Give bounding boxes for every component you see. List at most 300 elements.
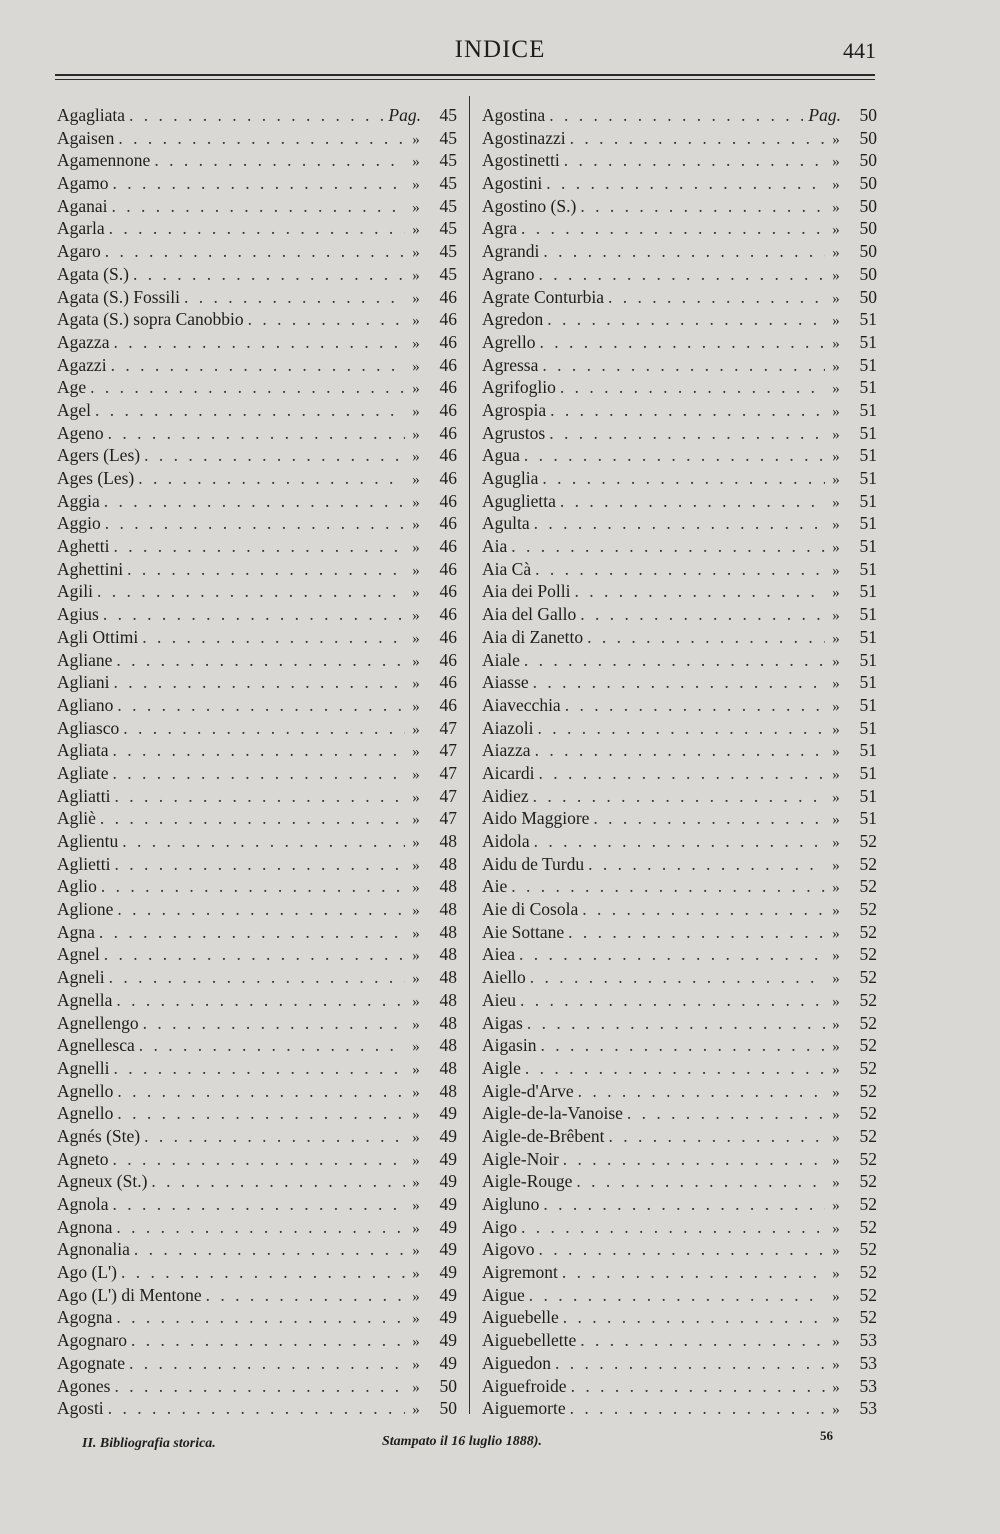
entry-name: Aiazza: [482, 740, 531, 761]
entry-name: Aigremont: [482, 1262, 558, 1283]
ditto-mark: »: [412, 721, 420, 738]
entry-name: Agostinetti: [482, 150, 560, 171]
ditto-mark: »: [412, 199, 420, 216]
index-entry: [57, 762, 457, 785]
entry-name: Agamennone: [57, 150, 151, 171]
index-entry: [57, 603, 457, 626]
entry-name: Ago (L') di Mentone: [57, 1284, 202, 1305]
entry-name: Aiea: [482, 944, 516, 965]
entry-name: Agazza: [57, 331, 110, 352]
entry-page: 50: [859, 195, 877, 216]
entry-page: 45: [439, 173, 457, 194]
ditto-mark: »: [412, 358, 420, 375]
dot-leader: [534, 762, 825, 785]
entry-page: 47: [439, 717, 457, 738]
dot-leader: [134, 467, 405, 490]
entry-name: Agredon: [482, 309, 544, 330]
dot-leader: [534, 263, 825, 286]
dot-leader: [534, 717, 825, 740]
entry-name: Aglione: [57, 899, 114, 920]
ditto-mark: »: [412, 131, 420, 148]
entry-page: 51: [859, 490, 877, 511]
dot-leader: [110, 853, 405, 876]
ditto-mark: »: [832, 993, 840, 1010]
ditto-mark: »: [412, 1016, 420, 1033]
entry-name: Aiasse: [482, 672, 529, 693]
dot-leader: [525, 1284, 825, 1307]
dot-leader: [516, 989, 825, 1012]
entry-name: Aia del Gallo: [482, 604, 577, 625]
ditto-mark: »: [832, 744, 840, 761]
entry-page: 51: [859, 377, 877, 398]
dot-leader: [109, 172, 405, 195]
entry-page: 46: [439, 536, 457, 557]
ditto-mark: »: [832, 245, 840, 262]
index-entry: [57, 717, 457, 740]
entry-name: Age: [57, 377, 87, 398]
entry-name: Aiale: [482, 649, 520, 670]
index-entry: [482, 104, 877, 127]
index-entry: [57, 263, 457, 286]
dot-leader: [556, 376, 825, 399]
dot-leader: [109, 739, 405, 762]
entry-name: Aglio: [57, 876, 97, 897]
entry-name: Agressa: [482, 354, 539, 375]
entry-name: Agognate: [57, 1352, 126, 1373]
entry-name: Aie: [482, 876, 508, 897]
index-entry: [482, 1261, 877, 1284]
entry-name: Aigluno: [482, 1194, 540, 1214]
entry-name: Aie di Cosola: [482, 899, 579, 920]
entry-name: Aguglietta: [482, 490, 556, 511]
ditto-mark: »: [412, 540, 420, 557]
entry-page: 46: [439, 354, 457, 375]
ditto-mark: »: [832, 381, 840, 398]
header-rule: [55, 74, 875, 76]
index-entry: [57, 195, 457, 218]
entry-name: Aigle: [482, 1057, 521, 1078]
dot-leader: [105, 966, 405, 989]
entry-page: 46: [439, 309, 457, 330]
dot-leader: [566, 1397, 825, 1420]
index-entry: [57, 898, 457, 921]
index-entry: [482, 580, 877, 603]
ditto-mark: »: [832, 1266, 840, 1283]
dot-leader: [529, 785, 825, 808]
entry-page: 46: [439, 604, 457, 625]
dot-leader: [112, 1306, 405, 1329]
entry-name: Agrano: [482, 263, 535, 284]
ditto-mark: »: [832, 222, 840, 239]
entry-page: 48: [439, 967, 457, 988]
ditto-mark: »: [832, 1198, 840, 1214]
entry-page: 46: [439, 377, 457, 398]
index-entry: [57, 354, 457, 377]
entry-page: 52: [859, 1194, 877, 1214]
dot-leader: [576, 1329, 825, 1352]
index-entry: [482, 1125, 877, 1148]
entry-page: 49: [439, 1352, 457, 1373]
entry-name: Aggia: [57, 490, 100, 511]
index-entry: [57, 1329, 457, 1352]
ditto-mark: »: [412, 812, 420, 829]
entry-page: 51: [859, 717, 877, 738]
ditto-mark: »: [412, 1129, 420, 1146]
index-entry: [57, 490, 457, 513]
entry-page: 48: [439, 921, 457, 942]
dot-leader: [104, 422, 405, 445]
dot-leader: [531, 739, 825, 762]
dot-leader: [109, 1193, 405, 1216]
entry-page: 45: [439, 127, 457, 148]
entry-page: 47: [439, 785, 457, 806]
dot-leader: [109, 762, 405, 785]
entry-page: 52: [859, 899, 877, 920]
entry-page: 50: [859, 286, 877, 307]
footer-signature: II. Bibliografia storica.: [82, 1436, 216, 1451]
entry-name: Aiazoli: [482, 717, 534, 738]
entry-page: 48: [439, 1057, 457, 1078]
ditto-mark: »: [412, 267, 420, 284]
entry-name: Agnel: [57, 944, 100, 965]
dot-leader: [560, 149, 825, 172]
entry-page: 49: [439, 1103, 457, 1124]
entry-page: 52: [859, 1080, 877, 1101]
entry-page: 45: [439, 150, 457, 171]
entry-name: Agliate: [57, 762, 109, 783]
index-entry: [482, 943, 877, 966]
entry-page: 51: [859, 399, 877, 420]
dot-leader: [112, 1216, 405, 1239]
index-entry: [57, 1102, 457, 1125]
ditto-mark: »: [832, 698, 840, 715]
dot-leader: [114, 127, 405, 150]
entry-name: Agostini: [482, 173, 543, 194]
entry-name: Ages (Les): [57, 468, 135, 488]
ditto-mark: »: [832, 494, 840, 511]
ditto-mark: »: [412, 1198, 420, 1214]
dot-leader: [104, 1397, 405, 1420]
entry-name: Agnelli: [57, 1057, 110, 1078]
dot-leader: [99, 603, 405, 626]
ditto-mark: »: [832, 472, 840, 488]
dot-leader: [97, 875, 405, 898]
entry-page: 46: [439, 558, 457, 579]
ditto-mark: »: [832, 1039, 840, 1056]
ditto-mark: »: [832, 721, 840, 738]
dot-leader: [538, 467, 825, 490]
index-entry: [482, 875, 877, 898]
ditto-mark: »: [832, 971, 840, 988]
ditto-mark: »: [832, 1334, 840, 1351]
entry-name: Aglientu: [57, 831, 119, 851]
dot-leader: [574, 1080, 825, 1103]
entry-name: Aiello: [482, 967, 526, 988]
entry-name: Agnonalia: [57, 1239, 130, 1260]
entry-name: Agnello: [57, 1080, 114, 1101]
entry-page: 52: [859, 1216, 877, 1237]
entry-page: 52: [859, 876, 877, 897]
dot-leader: [125, 104, 383, 127]
entry-name: Aidola: [482, 831, 530, 851]
dot-leader: [110, 1057, 406, 1080]
index-entry: [57, 172, 457, 195]
ditto-mark: »: [832, 812, 840, 829]
dot-leader: [110, 671, 406, 694]
entry-name: Agata (S.) Fossili: [57, 286, 180, 307]
entry-name: Agnellengo: [57, 1012, 139, 1033]
ditto-mark: »: [412, 290, 420, 307]
ditto-mark: »: [412, 472, 420, 488]
dot-leader: [119, 717, 405, 740]
entry-name: Agliatti: [57, 785, 111, 806]
dot-leader: [539, 1193, 825, 1216]
ditto-mark: »: [412, 1379, 420, 1396]
entry-name: Agaro: [57, 241, 101, 262]
entry-page: 48: [439, 1012, 457, 1033]
dot-leader: [110, 535, 406, 558]
ditto-mark: »: [412, 835, 420, 851]
ditto-mark: »: [832, 449, 840, 466]
index-entry: [482, 1284, 877, 1307]
ditto-mark: »: [412, 789, 420, 806]
dot-leader: [112, 989, 405, 1012]
entry-name: Aigle-de-Brêbent: [482, 1125, 605, 1146]
ditto-mark: »: [832, 1016, 840, 1033]
entry-page: 46: [439, 649, 457, 670]
dot-leader: [529, 671, 825, 694]
ditto-mark: »: [832, 403, 840, 420]
ditto-mark: »: [832, 290, 840, 307]
ditto-mark: »: [412, 494, 420, 511]
dot-leader: [584, 853, 825, 876]
entry-name: Aido Maggiore: [482, 808, 590, 829]
index-entry: [57, 240, 457, 263]
dot-leader: [536, 1034, 825, 1057]
ditto-mark: »: [832, 1379, 840, 1396]
dot-leader: [139, 1012, 405, 1035]
index-entry: [482, 308, 877, 331]
index-entry: [57, 512, 457, 535]
entry-page: 51: [859, 581, 877, 602]
index-column-right: [482, 104, 877, 1420]
dot-leader: [572, 1170, 825, 1193]
dot-leader: [517, 1216, 825, 1239]
entry-page: 48: [439, 831, 457, 851]
dot-leader: [558, 1261, 825, 1284]
index-entry: [57, 1375, 457, 1398]
index-entry: [482, 1216, 877, 1239]
entry-page: 50: [859, 263, 877, 284]
dot-leader: [566, 127, 825, 150]
entry-name: Aiguefroide: [482, 1375, 567, 1396]
dot-leader: [545, 422, 825, 445]
entry-page: 51: [859, 558, 877, 579]
index-entry: [482, 603, 877, 626]
entry-name: Agers (Les): [57, 445, 141, 466]
dot-leader: [559, 1306, 825, 1329]
index-entry: [57, 671, 457, 694]
dot-leader: [545, 104, 803, 127]
dot-leader: [147, 1170, 405, 1193]
index-entry: [482, 1170, 877, 1193]
index-entry: [482, 694, 877, 717]
index-entry: [57, 1284, 457, 1307]
index-entry: [482, 422, 877, 445]
ditto-mark: »: [412, 381, 420, 398]
index-entry: [57, 286, 457, 309]
index-entry: [482, 762, 877, 785]
ditto-mark: »: [412, 1243, 420, 1260]
entry-name: Agrustos: [482, 422, 546, 443]
ditto-mark: »: [832, 630, 840, 647]
ditto-mark: »: [412, 335, 420, 352]
ditto-mark: »: [832, 789, 840, 806]
entry-name: Agrello: [482, 331, 536, 352]
entry-name: Aigle-Noir: [482, 1148, 559, 1169]
entry-page: 51: [859, 740, 877, 761]
entry-page: 50: [859, 218, 877, 239]
ditto-mark: »: [832, 585, 840, 602]
dot-leader: [530, 830, 825, 853]
ditto-mark: »: [412, 676, 420, 693]
ditto-mark: »: [412, 1220, 420, 1237]
entry-page: 45: [439, 241, 457, 262]
entry-name: Aigle-Rouge: [482, 1171, 573, 1192]
dot-leader: [100, 490, 405, 513]
ditto-mark: »: [832, 426, 840, 443]
dot-leader: [117, 1261, 405, 1284]
entry-page: 52: [859, 921, 877, 942]
ditto-mark: »: [412, 608, 420, 625]
entry-page: 51: [859, 536, 877, 557]
entry-name: Agrandi: [482, 241, 540, 262]
dot-leader: [517, 217, 825, 240]
ditto-mark: »: [832, 1061, 840, 1078]
dot-leader: [526, 966, 825, 989]
index-entry: [482, 966, 877, 989]
index-entry: [482, 149, 877, 172]
entry-page: 51: [859, 785, 877, 806]
entry-name: Aigasin: [482, 1035, 537, 1056]
entry-page: 48: [439, 899, 457, 920]
ditto-mark: »: [832, 199, 840, 216]
dot-leader: [110, 1375, 405, 1398]
entry-name: Aghetti: [57, 536, 110, 557]
entry-name: Agel: [57, 399, 92, 420]
ditto-mark: »: [832, 1243, 840, 1260]
entry-page: 50: [859, 105, 877, 125]
dot-leader: [127, 1329, 405, 1352]
entry-page: 51: [859, 694, 877, 715]
entry-name: Aidu de Turdu: [482, 853, 585, 874]
index-entry: [57, 444, 457, 467]
entry-page: 46: [439, 672, 457, 693]
header-rule-thin: [55, 79, 875, 80]
entry-name: Aigovo: [482, 1239, 535, 1260]
entry-page: 53: [859, 1375, 877, 1396]
index-entry: [57, 1397, 457, 1420]
page-label: Pag.: [388, 105, 421, 125]
entry-page: 52: [859, 1035, 877, 1056]
entry-page: 48: [439, 1080, 457, 1101]
dot-leader: [520, 444, 825, 467]
entry-name: Agnello: [57, 1103, 114, 1124]
index-entry: [57, 1216, 457, 1239]
entry-page: 53: [859, 1352, 877, 1373]
entry-name: Agones: [57, 1375, 111, 1396]
dot-leader: [561, 694, 825, 717]
index-entry: [482, 898, 877, 921]
index-entry: [57, 1034, 457, 1057]
index-entry: [482, 217, 877, 240]
entry-page: 51: [859, 309, 877, 330]
ditto-mark: »: [832, 1084, 840, 1101]
entry-name: Aigue: [482, 1284, 525, 1305]
index-entry: [482, 467, 877, 490]
dot-leader: [107, 354, 405, 377]
ditto-mark: »: [412, 766, 420, 783]
dot-leader: [535, 1238, 826, 1261]
index-entry: [482, 671, 877, 694]
dot-leader: [604, 286, 825, 309]
ditto-mark: »: [412, 426, 420, 443]
ditto-mark: »: [412, 1175, 420, 1192]
ditto-mark: »: [832, 653, 840, 670]
dot-leader: [538, 354, 825, 377]
index-entry: [482, 172, 877, 195]
index-entry: [482, 1012, 877, 1035]
ditto-mark: »: [412, 925, 420, 942]
ditto-mark: »: [832, 925, 840, 942]
entry-name: Agazzi: [57, 354, 107, 375]
entry-page: 49: [439, 1171, 457, 1192]
entry-name: Aie Sottane: [482, 921, 565, 942]
index-entry: [57, 649, 457, 672]
index-entry: [482, 1375, 877, 1398]
entry-name: Agagliata: [57, 105, 126, 125]
dot-leader: [604, 1125, 825, 1148]
page-number: 441: [843, 38, 876, 63]
index-entry: [57, 1148, 457, 1171]
ditto-mark: »: [412, 971, 420, 988]
ditto-mark: »: [412, 245, 420, 262]
entry-page: 51: [859, 513, 877, 534]
ditto-mark: »: [412, 993, 420, 1010]
entry-name: Aicardi: [482, 762, 535, 783]
index-entry: [482, 785, 877, 808]
index-entry: [57, 467, 457, 490]
index-entry: [57, 830, 457, 853]
ditto-mark: »: [412, 313, 420, 330]
index-entry: [482, 512, 877, 535]
entry-name: Agrate Conturbia: [482, 286, 604, 307]
dot-leader: [180, 286, 405, 309]
ditto-mark: »: [412, 1288, 420, 1305]
ditto-mark: »: [832, 1220, 840, 1237]
dot-leader: [109, 1148, 405, 1171]
ditto-mark: »: [832, 1288, 840, 1305]
entry-name: Aiguebelle: [482, 1307, 559, 1328]
entry-name: Agna: [57, 921, 95, 942]
entry-name: Aguglia: [482, 468, 539, 488]
dot-leader: [564, 921, 825, 944]
dot-leader: [113, 1080, 405, 1103]
entry-name: Agius: [57, 604, 99, 625]
entry-name: Aiguebellette: [482, 1330, 577, 1351]
entry-page: 46: [439, 286, 457, 307]
dot-leader: [101, 240, 405, 263]
